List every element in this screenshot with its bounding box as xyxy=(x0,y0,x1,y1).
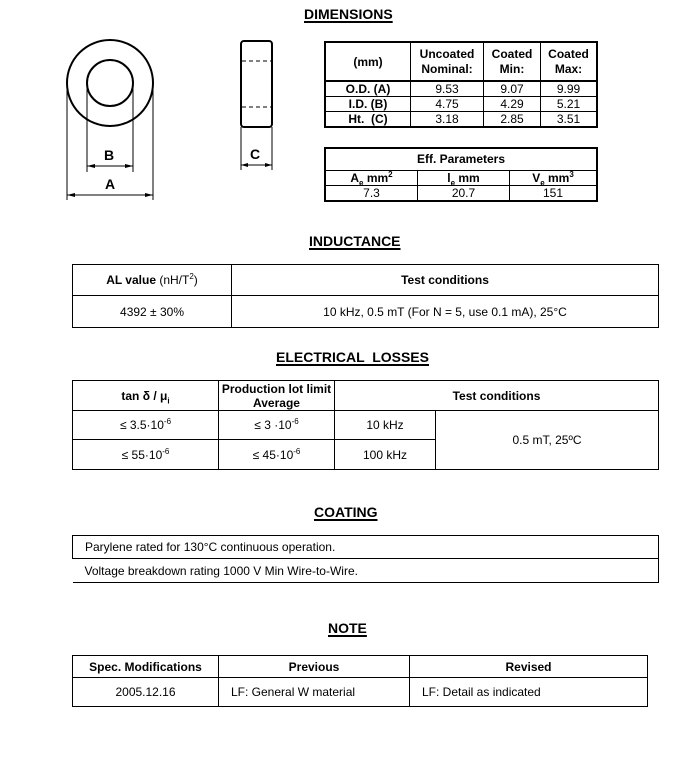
table-row xyxy=(73,678,648,707)
tan-delta-header: tan δ / $\mu_i$ xyxy=(73,381,219,411)
eff-parameters-table xyxy=(324,147,598,202)
toroid-drawing xyxy=(0,0,320,215)
table-row xyxy=(325,97,597,112)
freq-10khz: 10 kHz xyxy=(335,411,436,440)
inductance-table xyxy=(72,264,659,328)
coating-line: Voltage breakdown rating 1000 V Min Wire-to-Wire. xyxy=(73,559,659,583)
side-view-rect xyxy=(241,41,272,127)
eff-volume-value: 151 xyxy=(510,185,598,201)
dimension-label-a: A xyxy=(105,176,116,192)
id-nominal: 4.75 xyxy=(411,97,484,112)
od-nominal: 9.53 xyxy=(411,81,484,97)
eff-parameters-title: Eff. Parameters xyxy=(325,148,597,170)
ht-max: 3.51 xyxy=(541,112,598,128)
coating-table xyxy=(72,535,659,583)
id-min: 4.29 xyxy=(484,97,541,112)
dimensions-table xyxy=(324,41,598,128)
od-max: 9.99 xyxy=(541,81,598,97)
coating-line: Parylene rated for 130°C continuous operation. xyxy=(73,536,659,559)
eff-area-value: 7.3 xyxy=(325,185,418,201)
table-row xyxy=(325,81,597,97)
losses-test-header: Test conditions xyxy=(335,381,659,411)
al-value-header: AL value $(nH/T^2)$ xyxy=(73,265,232,296)
revised-header: Revised xyxy=(410,656,648,678)
col-header-coated-min: Coated Min: xyxy=(484,42,541,81)
col-header-coated-max: Coated Max: xyxy=(541,42,598,81)
tan-delta-100khz: ≤ $55\cdot 10^{-6}$ xyxy=(73,440,219,470)
inner-diameter-circle xyxy=(87,60,133,106)
electrical-losses-heading: ELECTRICAL LOSSES xyxy=(276,349,429,365)
ht-min: 2.85 xyxy=(484,112,541,128)
revised-value: LF: Detail as indicated xyxy=(410,678,648,707)
row-label-id: I.D. (B) xyxy=(325,97,411,112)
inductance-test-value: 10 kHz, 0.5 mT (For N = 5, use 0.1 mA), 25°C xyxy=(232,296,659,328)
avg-100khz: ≤ $45\cdot 10^{-6}$ xyxy=(219,440,335,470)
tan-delta-10khz: ≤ $3.5\cdot 10^{-6}$ xyxy=(73,411,219,440)
losses-common-condition: 0.5 mT, 25ºC xyxy=(436,411,659,470)
unit-header: (mm) xyxy=(325,42,411,81)
coating-heading: COATING xyxy=(314,504,378,520)
outer-diameter-circle xyxy=(67,40,153,126)
electrical-losses-table xyxy=(72,380,659,470)
previous-value: LF: General W material xyxy=(219,678,410,707)
table-row xyxy=(325,112,597,128)
eff-header-volume: $V_e$ $mm^3$ xyxy=(510,170,598,185)
spec-date: 2005.12.16 xyxy=(73,678,219,707)
od-min: 9.07 xyxy=(484,81,541,97)
id-max: 5.21 xyxy=(541,97,598,112)
dimensions-heading: DIMENSIONS xyxy=(304,6,393,22)
col-header-uncoated-nominal: Uncoated Nominal: xyxy=(411,42,484,81)
row-label-od: O.D. (A) xyxy=(325,81,411,97)
previous-header: Previous xyxy=(219,656,410,678)
dimension-label-b: B xyxy=(104,147,115,163)
eff-length-value: 20.7 xyxy=(418,185,510,201)
eff-header-length: $l_e$ mm xyxy=(418,170,510,185)
row-label-ht: Ht. (C) xyxy=(325,112,411,128)
avg-10khz: ≤ $3 \cdot 10^{-6}$ xyxy=(219,411,335,440)
production-lot-header: Production lot limit Average xyxy=(219,381,335,411)
note-table xyxy=(72,655,648,707)
ht-nominal: 3.18 xyxy=(411,112,484,128)
table-row xyxy=(73,411,659,440)
inductance-test-header: Test conditions xyxy=(232,265,659,296)
eff-header-area: $A_e$ $mm^2$ xyxy=(325,170,418,185)
freq-100khz: 100 kHz xyxy=(335,440,436,470)
al-value: 4392 ± 30% xyxy=(73,296,232,328)
dimension-label-c: C xyxy=(250,146,261,162)
note-heading: NOTE xyxy=(328,620,367,636)
spec-modifications-header: Spec. Modifications xyxy=(73,656,219,678)
inductance-heading: INDUCTANCE xyxy=(309,233,401,249)
